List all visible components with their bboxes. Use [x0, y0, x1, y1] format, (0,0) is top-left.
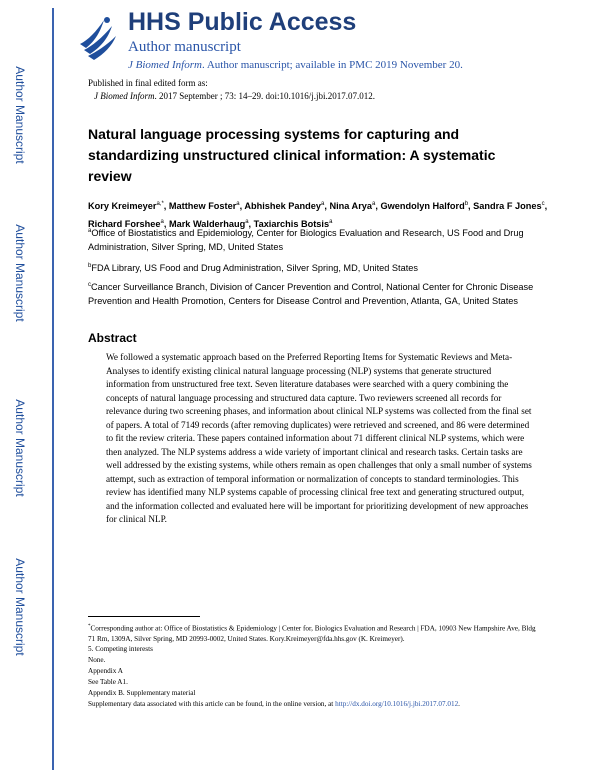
author-affiliation-marker: a	[236, 201, 240, 207]
author-affiliation-marker: a,*	[156, 201, 164, 207]
affiliation-marker: a	[88, 228, 92, 234]
citation-line	[94, 91, 375, 101]
competing-heading: 5. Competing interests	[88, 645, 153, 653]
supplementary-note	[88, 699, 538, 710]
footnote-rule	[88, 616, 200, 617]
hhs-public-access-title: HHS Public Access	[128, 8, 357, 36]
sidebar-label: Author Manuscript	[13, 399, 27, 497]
sidebar-label: Author Manuscript	[13, 66, 27, 164]
abstract-text: We followed a systematic approach based on the Preferred Reporting Items for Systematic Reviews and Meta-Analyses to identify existing clinical natural language processing (NLP) systems that generate structured information from unstructured free text. Seven literature databases were searched with a query combining the concepts of natural language processing and structured data capture. Two reviewers screened all records for relevance during two screening phases, and information about clinical NLP systems was collected from the final set of papers. A total of 7149 records (after removing duplicates) were retrieved and screened, and 86 were determined to fit the review criteria. These papers contained information about 71 different clinical NLP systems, which were then analyzed. The NLP systems address a wide variety of important clinical and research tasks. Certain tasks are well addressed by the existing systems, while others remain as open challenges that only a small number of systems attempt, such as extraction of temporal information or normalization of concepts to standard terminologies. This review has identified many NLP systems capable of processing clinical free text and generating structured output, and the information collected and evaluated here will be important for prioritizing development of new approaches for clinical NLP.	[106, 352, 532, 524]
affiliation-text: Office of Biostatistics and Epidemiology, Center for Biologics Evaluation and Research, US Food and Drug Administration, Silver Spring, MD, United States	[88, 228, 524, 253]
author-affiliation-marker: b	[464, 201, 469, 207]
author-affiliation-marker: a	[372, 201, 376, 207]
author-manuscript-subtitle: Author manuscript	[128, 39, 241, 55]
author-name: Kory Kreimeyer	[88, 201, 157, 212]
corresponding-text: Corresponding author at: Office of Biostatistics & Epidemiology | Center for, Biologics Evaluation and Research | FDA, 10903 New Hampshire Ave, Bldg 71 Rm, 1309A, Silver Spring, MD 20993-0002, United States. Kory.Kreimeyer@fda.hhs.gov (K. Kreimeyer).	[88, 624, 536, 644]
author-name: Abhishek Pandey	[244, 201, 321, 212]
appendix-a-heading: Appendix A	[88, 667, 123, 675]
citation-details: . 2017 September ; 73: 14–29. doi:10.1016/j.jbi.2017.07.012.	[154, 91, 375, 101]
author-name: Gwendolyn Halford	[380, 201, 465, 212]
availability-line	[128, 59, 463, 71]
author-name: Mark Walderhaug	[168, 219, 246, 230]
author-affiliation-marker: a	[160, 219, 164, 226]
appendix-b-heading: Appendix B. Supplementary material	[88, 689, 196, 697]
published-label: Published in final edited form as:	[88, 78, 208, 88]
affiliation-marker: c	[88, 282, 91, 288]
supplementary-link[interactable]: http://dx.doi.org/10.1016/j.jbi.2017.07.012	[335, 700, 459, 708]
author-affiliation-marker: a	[329, 219, 333, 226]
sidebar-label: Author Manuscript	[13, 224, 27, 322]
citation-journal: J Biomed Inform	[94, 91, 155, 101]
supplementary-text: Supplementary data associated with this article can be found, in the online version, at	[88, 700, 336, 708]
competing-text: None.	[88, 656, 106, 664]
author-name: Taxiarchis Botsis	[253, 219, 330, 230]
author-manuscript-sidebar	[0, 0, 40, 776]
sidebar-divider	[52, 8, 54, 770]
appendix-a-text: See Table A1.	[88, 678, 128, 686]
author-name: Richard Forshee	[88, 219, 161, 230]
affiliation-c	[88, 278, 548, 308]
affiliation-text: Cancer Surveillance Branch, Division of Cancer Prevention and Control, National Center for Chronic Disease Prevention and Health Promotion, Centers for Disease Control and Prevention, Atlanta, GA, United States	[88, 282, 534, 307]
sidebar-label: Author Manuscript	[13, 558, 27, 656]
affiliation-text: FDA Library, US Food and Drug Administration, Silver Spring, MD, United States	[91, 263, 418, 274]
corresponding-footnote	[88, 621, 538, 645]
availability-text: . Author manuscript; available in PMC 2019 November 20.	[201, 59, 463, 71]
author-affiliation-marker: a	[245, 219, 249, 226]
footnote-marker: *	[88, 624, 91, 629]
affiliation-marker: b	[88, 263, 92, 269]
journal-name: J Biomed Inform	[128, 59, 202, 71]
author-name: Sandra F Jones	[473, 201, 542, 212]
author-affiliation-marker: c	[541, 201, 545, 207]
hhs-eagle-logo-icon	[74, 14, 118, 62]
author-name: Matthew Foster	[168, 201, 237, 212]
author-name: Nina Arya	[329, 201, 372, 212]
supplementary-end: .	[458, 700, 460, 708]
abstract-heading: Abstract	[88, 331, 137, 345]
author-list: Kory Kreimeyer$^{a,*}$, Matthew Foster$^a$, Abhishek Pandey$^a$, Nina Arya$^a$, Gwendolyn Halford$^b$, Sandra F Jones$^c$, Richard Forshee$^a$, Mark Walderhaug$^a$, Taxiarchis Botsis$^a$	[88, 201, 548, 230]
affiliation-a	[88, 224, 548, 254]
paper-title: Natural language processing systems for capturing and standardizing unstructured clinical information: A systematic review	[88, 126, 496, 184]
affiliation-b	[88, 259, 548, 275]
author-affiliation-marker: a	[320, 201, 325, 207]
